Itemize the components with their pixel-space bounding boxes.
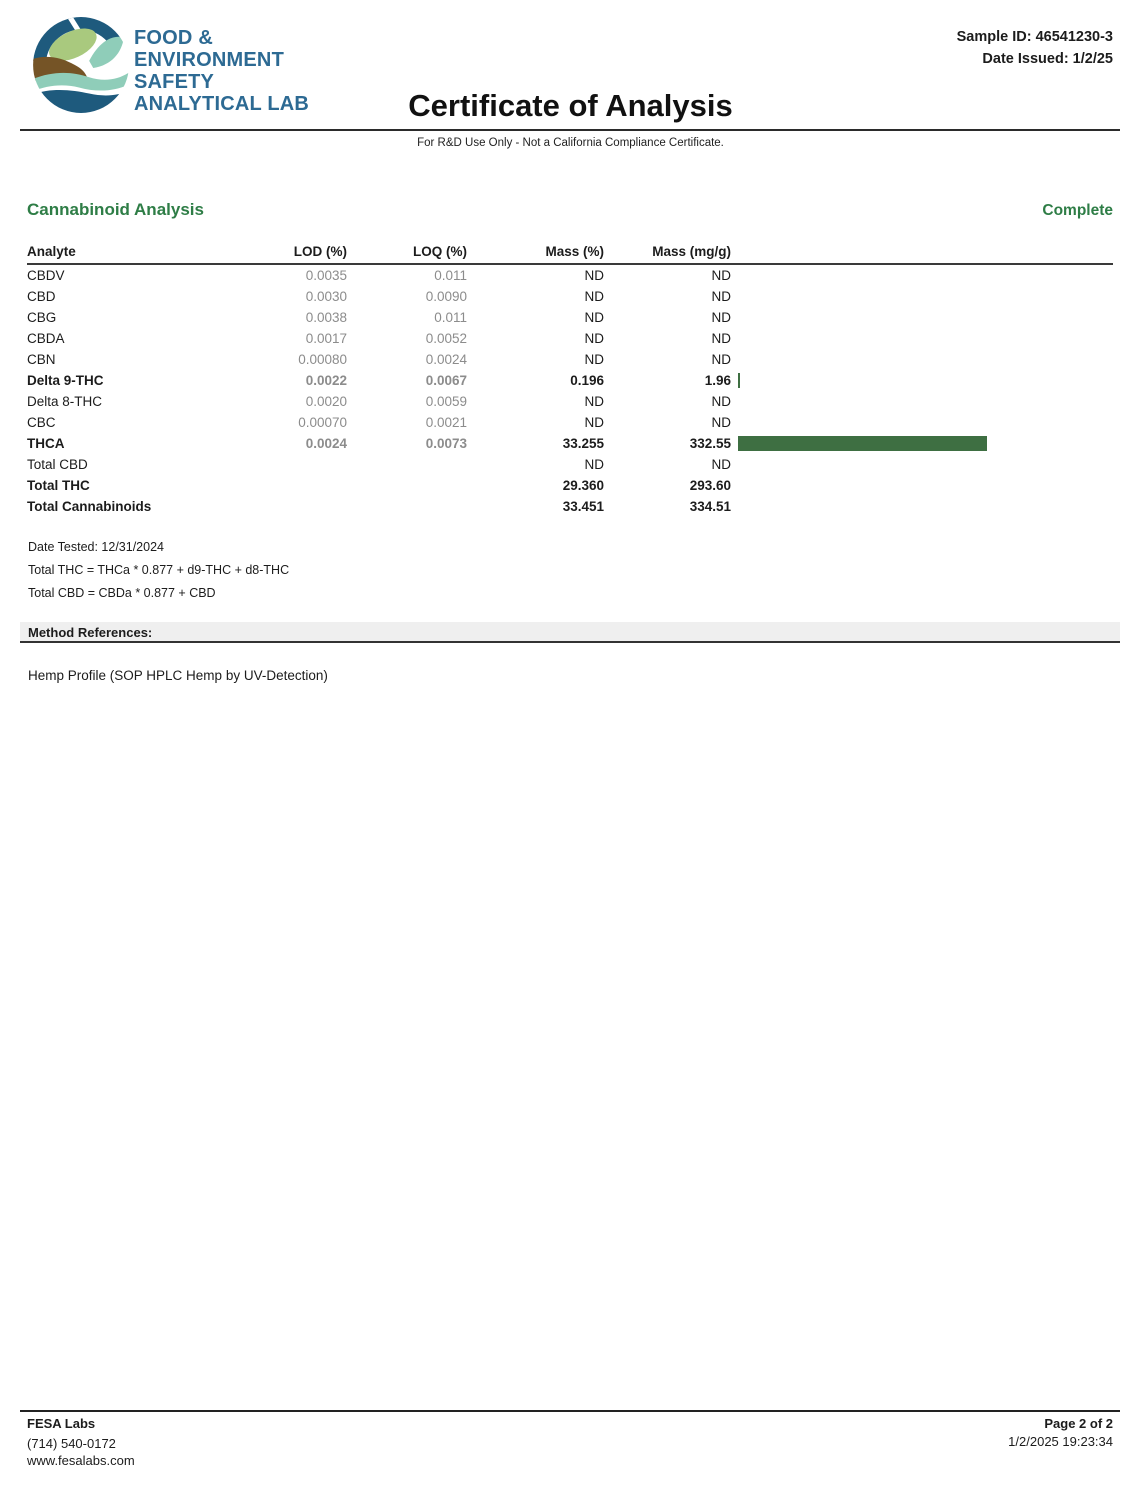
column-header-analyte: Analyte (27, 244, 76, 259)
mass-mgg-cell: ND (711, 457, 731, 472)
table-row (27, 328, 1113, 349)
loq-cell: 0.0067 (425, 373, 467, 388)
column-header-bar (731, 244, 1113, 259)
mass-mgg-cell: ND (711, 415, 731, 430)
loq-cell: 0.0052 (425, 331, 467, 346)
column-header-mass-pct: Mass (%) (545, 244, 604, 259)
mass-mgg-cell: ND (711, 331, 731, 346)
test-notes (28, 540, 289, 609)
mass-pct-cell: ND (584, 289, 604, 304)
lod-cell: 0.0035 (305, 268, 347, 283)
loq-cell: 0.0090 (425, 289, 467, 304)
lab-name-line: FOOD & (134, 27, 213, 49)
mass-bar-cell (731, 412, 1113, 433)
lod-cell: 0.0020 (305, 394, 347, 409)
analyte-cell: Total CBD (27, 457, 88, 472)
table-body (27, 265, 1113, 517)
status-badge: Complete (1042, 202, 1113, 219)
table-row (27, 475, 1113, 496)
table-row (27, 433, 1113, 454)
mass-bar-cell (731, 307, 1113, 328)
column-header-mass-mgg: Mass (mg/g) (652, 244, 731, 259)
lab-name-line: SAFETY (134, 71, 215, 93)
loq-cell: 0.0059 (425, 394, 467, 409)
mass-pct-cell: ND (584, 457, 604, 472)
analyte-cell: THCA (27, 436, 65, 451)
mass-mgg-cell: 293.60 (689, 478, 731, 493)
analyte-cell: CBDA (27, 331, 65, 346)
mass-bar (738, 436, 987, 451)
column-header-lod: LOD (%) (293, 244, 347, 259)
page-number: Page 2 of 2 (1044, 1416, 1113, 1431)
mass-pct-cell: 33.255 (562, 436, 604, 451)
loq-cell: 0.011 (434, 310, 467, 325)
table-row (27, 412, 1113, 433)
mass-mgg-cell: ND (711, 352, 731, 367)
lod-cell: 0.0022 (305, 373, 347, 388)
document-title: Certificate of Analysis (408, 88, 733, 123)
analyte-cell: CBD (27, 289, 56, 304)
lod-cell: 0.00070 (298, 415, 347, 430)
loq-cell: 0.0021 (425, 415, 467, 430)
mass-bar-cell (731, 475, 1113, 496)
table-row (27, 349, 1113, 370)
mass-mgg-cell: 1.96 (704, 373, 731, 388)
mass-pct-cell: ND (584, 394, 604, 409)
header-divider (20, 129, 1120, 131)
lod-cell: 0.0030 (305, 289, 347, 304)
cannabinoid-table (27, 244, 1113, 517)
sample-id: Sample ID: 46541230-3 (956, 29, 1113, 45)
mass-pct-cell: ND (584, 268, 604, 283)
method-references-heading: Method References: (20, 622, 1120, 643)
table-row (27, 370, 1113, 391)
loq-cell (347, 475, 467, 496)
mass-mgg-cell: 332.55 (689, 436, 731, 451)
mass-bar-cell (731, 433, 1113, 454)
document-subtitle: For R&D Use Only - Not a California Compliance Certificate. (417, 137, 724, 149)
analyte-cell: CBDV (27, 268, 65, 283)
mass-pct-cell: 29.360 (562, 478, 604, 493)
lab-name-footer: FESA Labs (27, 1416, 96, 1431)
mass-mgg-cell: ND (711, 310, 731, 325)
table-row (27, 496, 1113, 517)
lod-cell: 0.0017 (305, 331, 347, 346)
table-row (27, 265, 1113, 286)
analyte-cell: CBC (27, 415, 56, 430)
analyte-cell: CBG (27, 310, 57, 325)
mass-mgg-cell: ND (711, 268, 731, 283)
print-timestamp: 1/2/2025 19:23:34 (1008, 1434, 1113, 1449)
lod-cell (187, 454, 347, 475)
lod-cell: 0.0038 (305, 310, 347, 325)
mass-bar-cell (731, 349, 1113, 370)
table-row (27, 286, 1113, 307)
section-title: Cannabinoid Analysis (27, 200, 204, 219)
table-row (27, 391, 1113, 412)
mass-pct-cell: 0.196 (570, 373, 604, 388)
footer-lab-info (27, 1415, 135, 1469)
mass-mgg-cell: ND (711, 394, 731, 409)
sample-info (957, 26, 1113, 70)
method-reference-item: Hemp Profile (SOP HPLC Hemp by UV-Detection) (28, 668, 328, 683)
mass-pct-cell: ND (584, 352, 604, 367)
lab-name-line: ANALYTICAL LAB (134, 93, 310, 115)
mass-bar-cell (731, 286, 1113, 307)
analyte-cell: Delta 8-THC (27, 394, 103, 409)
loq-cell: 0.0073 (425, 436, 467, 451)
analyte-cell: Total THC (27, 478, 90, 493)
footer-divider (20, 1410, 1120, 1412)
date-issued: Date Issued: 1/2/25 (982, 51, 1113, 67)
analyte-cell: CBN (27, 352, 56, 367)
lod-cell (187, 496, 347, 517)
table-header-row (27, 244, 1113, 265)
lab-phone: (714) 540-0172 (27, 1436, 116, 1451)
loq-cell: 0.011 (434, 268, 467, 283)
lod-cell: 0.00080 (298, 352, 347, 367)
loq-cell (347, 454, 467, 475)
lod-cell (187, 475, 347, 496)
lab-website: www.fesalabs.com (27, 1453, 135, 1468)
column-header-loq: LOQ (%) (413, 244, 467, 259)
mass-pct-cell: ND (584, 415, 604, 430)
analyte-cell: Total Cannabinoids (27, 499, 152, 514)
table-row (27, 454, 1113, 475)
mass-bar (738, 373, 740, 388)
total-cbd-formula: Total CBD = CBDa * 0.877 + CBD (28, 586, 216, 600)
mass-bar-cell (731, 454, 1113, 475)
mass-bar-cell (731, 265, 1113, 286)
mass-pct-cell: ND (584, 331, 604, 346)
mass-bar-cell (731, 328, 1113, 349)
loq-cell (347, 496, 467, 517)
lab-name-line: ENVIRONMENT (134, 49, 284, 71)
date-tested: Date Tested: 12/31/2024 (28, 540, 164, 554)
mass-mgg-cell: ND (711, 289, 731, 304)
mass-pct-cell: 33.451 (562, 499, 604, 514)
table-row (27, 307, 1113, 328)
loq-cell: 0.0024 (425, 352, 467, 367)
mass-bar-cell (731, 391, 1113, 412)
mass-mgg-cell: 334.51 (689, 499, 731, 514)
mass-pct-cell: ND (584, 310, 604, 325)
mass-bar-cell (731, 496, 1113, 517)
mass-bar-cell (731, 370, 1113, 391)
total-thc-formula: Total THC = THCa * 0.877 + d9-THC + d8-THC (28, 563, 290, 577)
footer-page-info (1008, 1415, 1113, 1451)
lod-cell: 0.0024 (305, 436, 347, 451)
analyte-cell: Delta 9-THC (27, 373, 104, 388)
section-header (27, 200, 1113, 220)
